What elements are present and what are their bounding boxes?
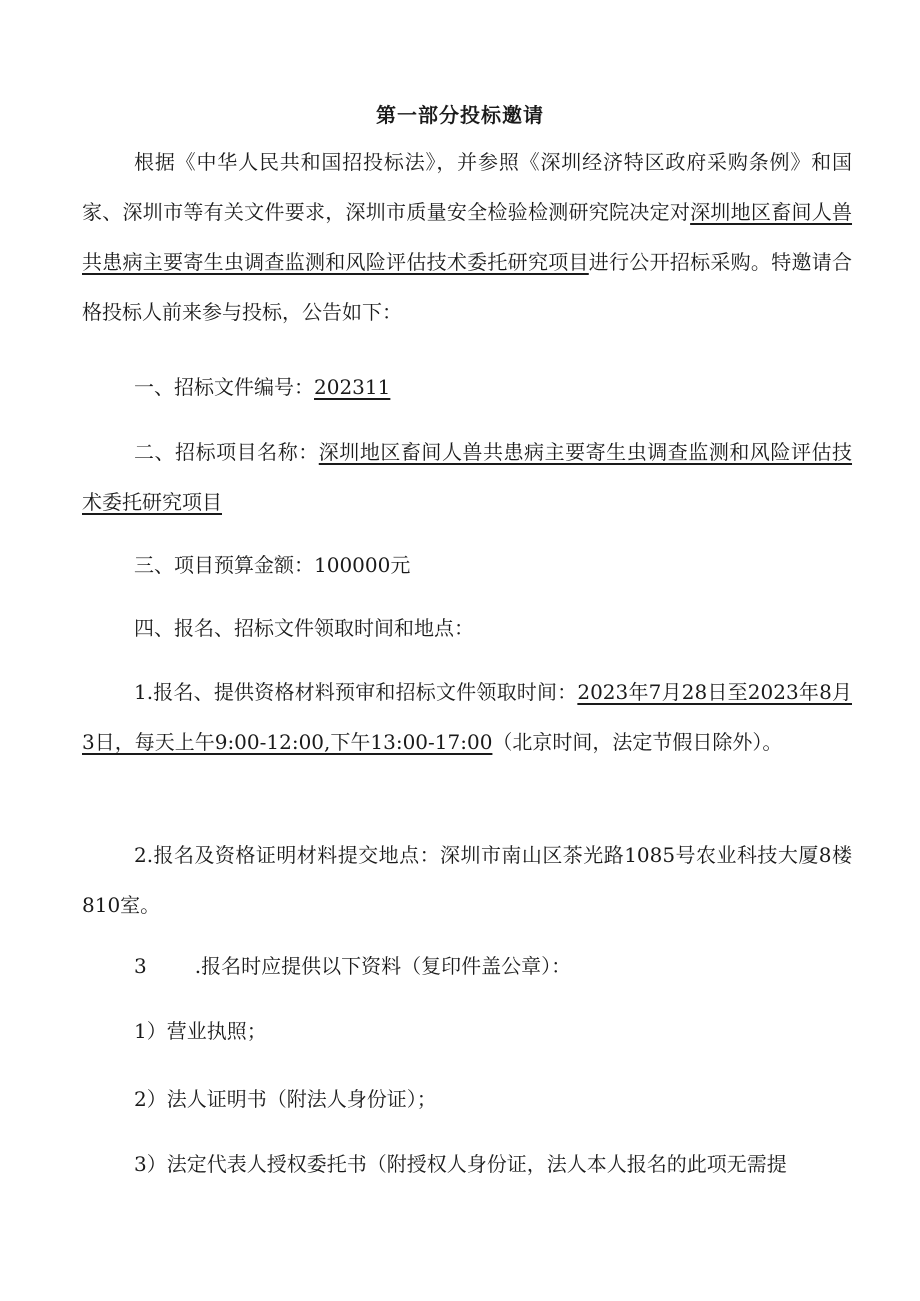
registration-time-value: 2023年7月28日至2023年8月3日，每天上午9:00-12:00,下午13:00-17:00 (82, 680, 852, 754)
bid-number-line (82, 362, 852, 412)
intro-text-after: 进行公开招标采购。特邀请合格投标人前来参与投标，公告如下： (82, 250, 853, 324)
registration-time-paragraph (82, 667, 852, 767)
bid-number-value: 202311 (314, 375, 391, 399)
requirement-item: 3）法定代表人授权委托书（附授权人身份证，法人本人报名的此项无需提 (134, 1152, 787, 1176)
requirement-item: 1）营业执照； (134, 1019, 267, 1043)
intro-paragraph (82, 137, 852, 337)
registration-location-paragraph: 2.报名及资格证明材料提交地点：深圳市南山区茶光路1085号农业科技大厦8楼810室。 (82, 843, 852, 917)
registration-time-label: 1.报名、提供资格材料预审和招标文件领取时间： (134, 680, 578, 704)
page-title: 第一部分投标邀请 (376, 103, 544, 127)
required-documents-text: .报名时应提供以下资料（复印件盖公章）： (194, 954, 572, 978)
project-name-value: 深圳地区畜间人兽共患病主要寄生虫调查监测和风险评估技术委托研究项目 (82, 440, 853, 514)
required-documents-number: 3 (134, 954, 147, 978)
budget-label: 三、项目预算金额： (134, 553, 314, 577)
registration-heading: 四、报名、招标文件领取时间和地点： (134, 616, 474, 640)
budget-value: 100000元 (314, 553, 411, 577)
required-documents-heading (82, 941, 852, 991)
intro-text-before: 根据《中华人民共和国招投标法》，并参照《深圳经济特区政府采购条例》和国家、深圳市等有关文件要求，深圳市质量安全检验检测研究院决定对 (82, 150, 852, 224)
project-name-label: 二、招标项目名称： (134, 440, 319, 464)
project-name-line (82, 427, 852, 527)
bid-number-label: 一、招标文件编号： (134, 375, 314, 399)
budget-line (82, 540, 852, 590)
requirement-item: 2）法人证明书（附法人身份证）； (134, 1087, 437, 1111)
intro-project-name: 深圳地区畜间人兽共患病主要寄生虫调查监测和风险评估技术委托研究项目 (82, 200, 853, 274)
registration-time-note: （北京时间，法定节假日除外）。 (492, 730, 783, 754)
